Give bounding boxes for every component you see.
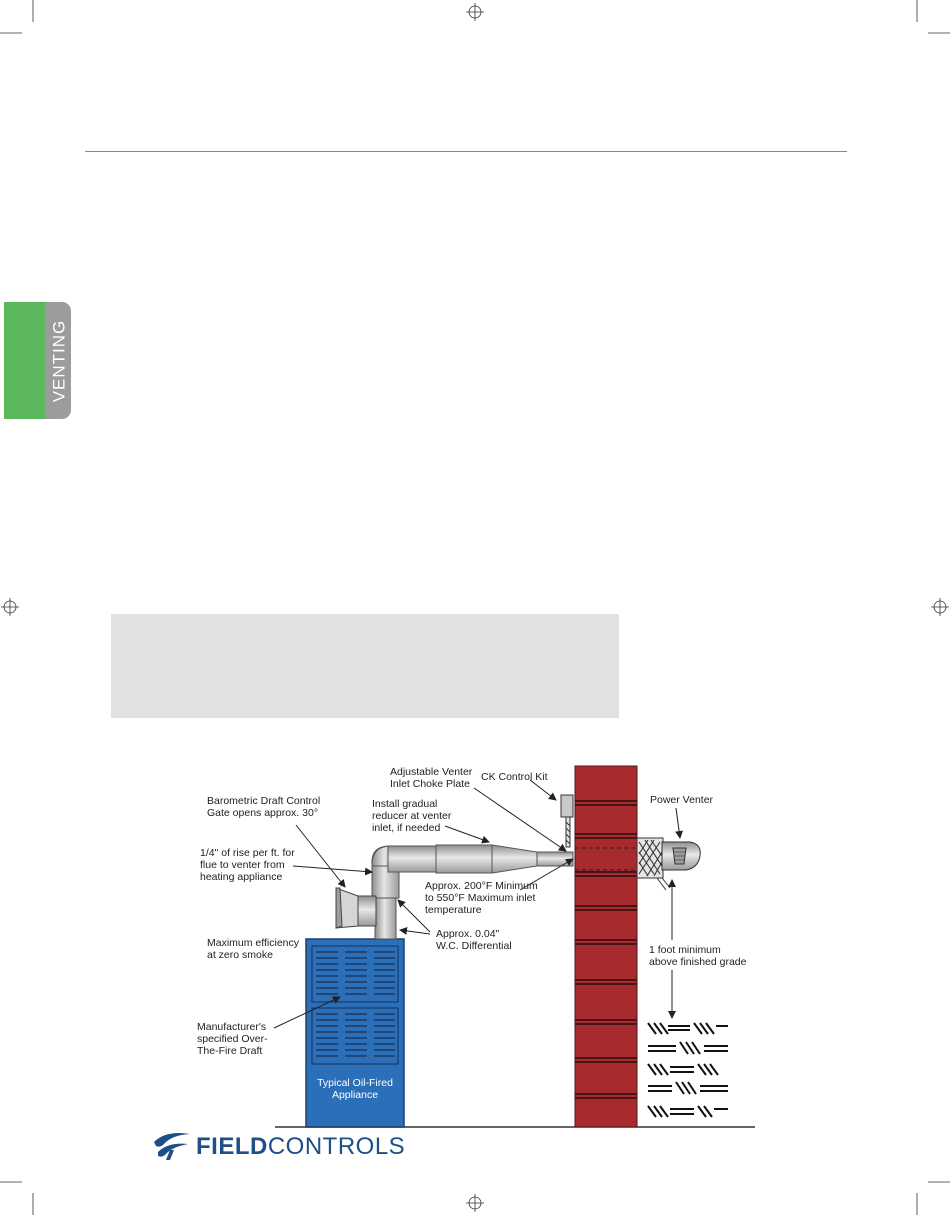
label-reducer: Install gradual reducer at venter inlet, if needed — [372, 798, 452, 834]
label-appliance: Typical Oil-Fired Appliance — [317, 1077, 393, 1101]
field-controls-wave-icon — [152, 1130, 192, 1162]
grade-hatching — [648, 1023, 728, 1117]
logo-wordmark: FIELDCONTROLS — [196, 1133, 406, 1160]
label-grade: 1 foot minimum above finished grade — [649, 944, 747, 968]
label-wc-diff: Approx. 0.04" W.C. Differential — [436, 928, 512, 952]
label-inlet-temp: Approx. 200°F Minimum to 550°F Maximum inlet temperature — [425, 880, 538, 916]
label-overfire: Manufacturer's specified Over-The-Fire Draft — [197, 1021, 268, 1057]
field-controls-logo — [152, 1130, 406, 1162]
barometric-draft-control — [336, 888, 376, 928]
label-rise: 1/4" of rise per ft. for flue to venter from heating appliance — [200, 847, 295, 883]
ck-control-kit — [561, 795, 573, 847]
power-venter — [637, 838, 700, 890]
label-choke-plate: Adjustable Venter Inlet Choke Plate — [390, 766, 473, 790]
label-barometric: Barometric Draft Control Gate opens approx. 30° — [207, 795, 321, 819]
label-ck-kit: CK Control Kit — [481, 771, 548, 783]
label-max-eff: Maximum efficiency at zero smoke — [207, 937, 299, 961]
brick-wall — [575, 766, 637, 1127]
label-power-venter: Power Venter — [650, 794, 714, 806]
tab-label: VENTING — [49, 319, 68, 402]
